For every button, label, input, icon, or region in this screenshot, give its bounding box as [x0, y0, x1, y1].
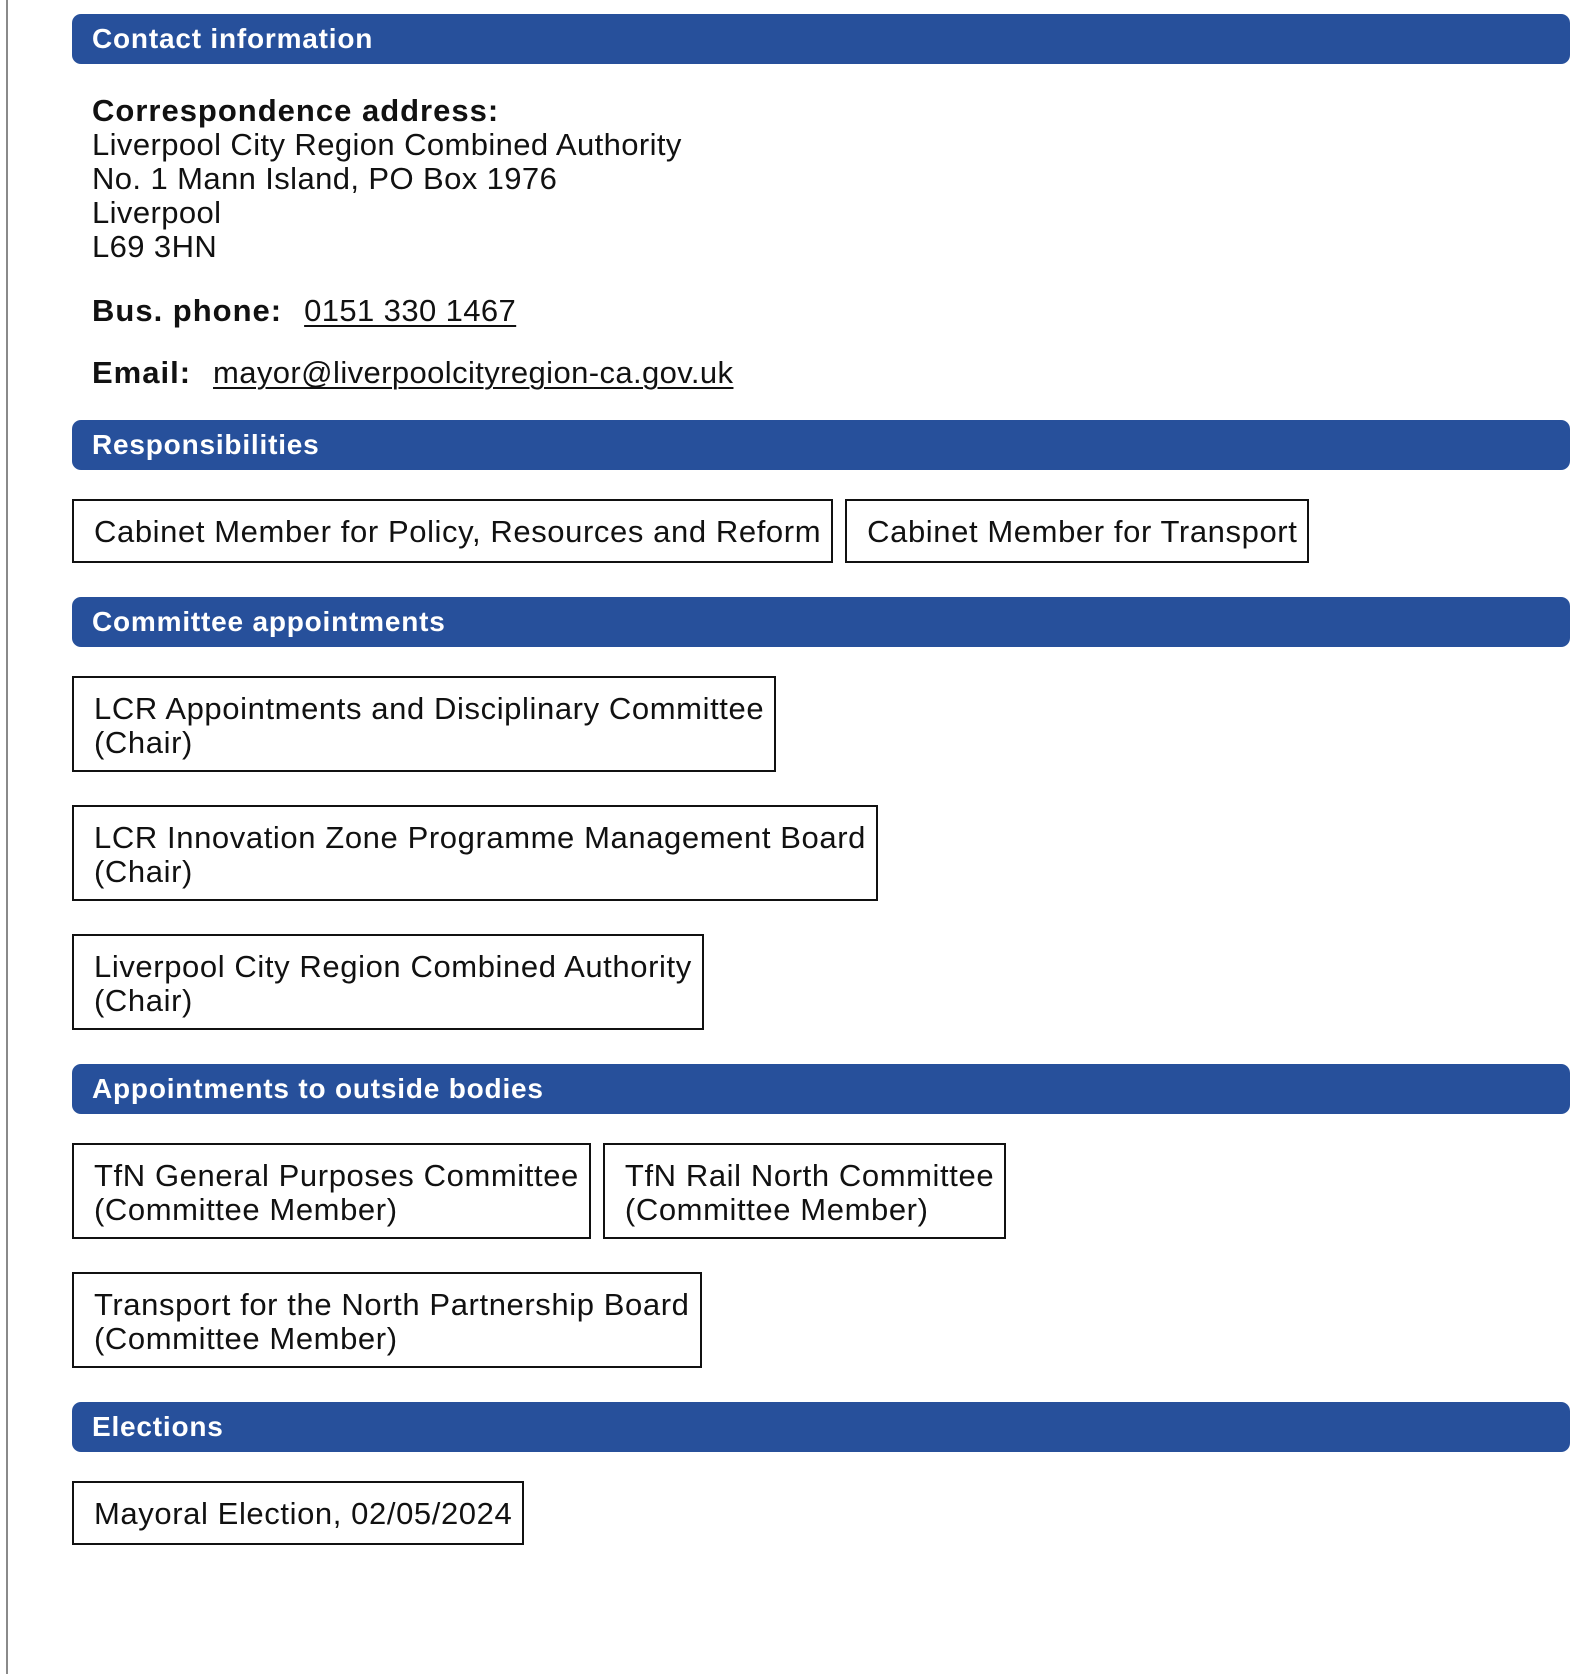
election-label: Mayoral Election, 02/05/2024: [94, 1496, 513, 1531]
committee-list: [72, 805, 1570, 901]
outside-bodies-header: Appointments to outside bodies: [72, 1064, 1570, 1114]
phone-row: [92, 294, 1570, 328]
committee-role: (Chair): [94, 725, 193, 760]
committee-name: LCR Appointments and Disciplinary Committee: [94, 691, 765, 726]
responsibility-item[interactable]: [72, 499, 833, 563]
elections-header: Elections: [72, 1402, 1570, 1452]
correspondence-address-label: Correspondence address:: [92, 93, 500, 128]
outside-body-item[interactable]: [603, 1143, 1006, 1239]
committee-role: (Chair): [94, 983, 193, 1018]
outside-body-role: (Committee Member): [624, 1192, 929, 1227]
committee-list: [72, 676, 1570, 772]
responsibilities-list: [72, 499, 1570, 563]
outside-body-name: TfN Rail North Committee: [624, 1158, 995, 1193]
outside-bodies-list: [72, 1143, 1570, 1239]
outside-body-role: (Committee Member): [94, 1192, 398, 1227]
committee-name: Liverpool City Region Combined Authority: [94, 949, 692, 984]
phone-label: Bus. phone:: [92, 293, 283, 328]
outside-body-item[interactable]: [72, 1272, 702, 1368]
committee-appointments-header: Committee appointments: [72, 597, 1570, 647]
committee-list: [72, 934, 1570, 1030]
outside-body-name: TfN General Purposes Committee: [94, 1158, 579, 1193]
committee-item[interactable]: [72, 934, 704, 1030]
elections-list: [72, 1481, 1570, 1545]
responsibilities-header: Responsibilities: [72, 420, 1570, 470]
committee-item[interactable]: [72, 676, 776, 772]
address-line: Liverpool: [92, 195, 222, 230]
election-item[interactable]: [72, 1481, 524, 1545]
left-border-rule: [6, 0, 8, 1674]
email-label: Email:: [92, 355, 192, 390]
phone-link[interactable]: 0151 330 1467: [304, 293, 517, 328]
address-line: No. 1 Mann Island, PO Box 1976: [92, 161, 558, 196]
responsibility-label: Cabinet Member for Transport: [867, 514, 1298, 549]
responsibility-item[interactable]: [845, 499, 1309, 563]
outside-body-name: Transport for the North Partnership Board: [94, 1287, 690, 1322]
address-line: Liverpool City Region Combined Authority: [92, 127, 682, 162]
contact-information: [72, 64, 1570, 390]
address-line: L69 3HN: [92, 229, 218, 264]
committee-item[interactable]: [72, 805, 878, 901]
outside-bodies-list: [72, 1272, 1570, 1368]
committee-name: LCR Innovation Zone Programme Management Board: [94, 820, 866, 855]
outside-body-role: (Committee Member): [94, 1321, 398, 1356]
committee-role: (Chair): [94, 854, 193, 889]
email-link[interactable]: mayor@liverpoolcityregion-ca.gov.uk: [213, 355, 734, 390]
correspondence-address: [92, 128, 1570, 264]
email-row: [92, 356, 1570, 390]
councillor-details: [72, 14, 1570, 1545]
responsibility-label: Cabinet Member for Policy, Resources and Reform: [94, 514, 822, 549]
outside-body-item[interactable]: [72, 1143, 591, 1239]
contact-information-header: Contact information: [72, 14, 1570, 64]
